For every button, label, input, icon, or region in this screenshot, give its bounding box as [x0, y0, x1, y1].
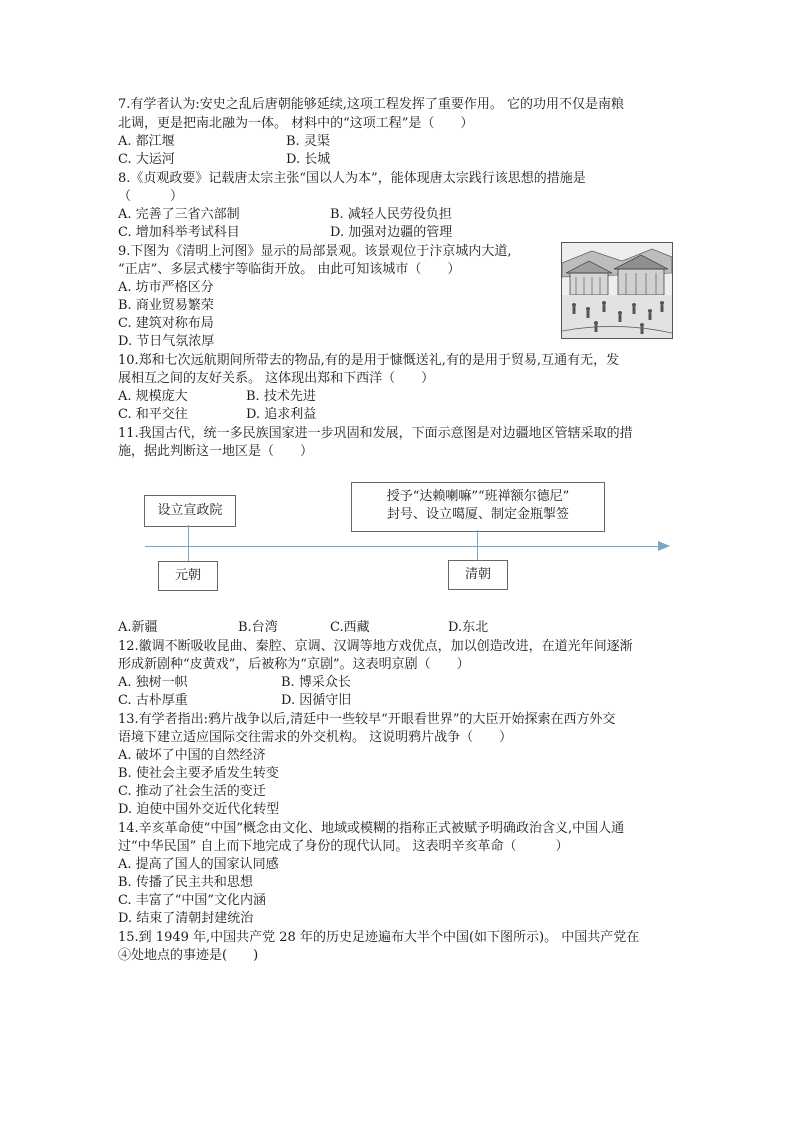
- q11-timeline-diagram: [118, 480, 678, 600]
- q7-stem-line2: 北调，更是把南北融为一体。 材料中的“这项工程”是（ ）: [118, 116, 474, 131]
- q15-stem-line2: ④处地点的事迹是( ): [118, 948, 259, 963]
- connector-yuan: [188, 525, 189, 561]
- q10-option-b: B. 技术先进: [246, 389, 316, 404]
- q11-option-c: C.西藏: [330, 620, 370, 635]
- q11-option-d: D.东北: [448, 620, 489, 635]
- q8-option-b: B. 减轻人民劳役负担: [330, 207, 452, 222]
- q13-stem-line2: 语境下建立适应国际交往需求的外交机构。 这说明鸦片战争（ ）: [118, 730, 513, 745]
- q10-option-d: D. 追求利益: [246, 407, 317, 422]
- q11-option-a: A.新疆: [118, 620, 158, 635]
- q12-stem-line1: 12.徽调不断吸收昆曲、秦腔、京调、汉调等地方戏优点，加以创造改进，在道光年间逐渐: [118, 639, 633, 654]
- box-qing-event: [351, 482, 605, 532]
- q9-option-d: D. 节日气氛浓厚: [118, 334, 215, 349]
- q8-option-a: A. 完善了三省六部制: [118, 207, 240, 222]
- qingming-painting-image: [561, 242, 673, 339]
- q8-option-c: C. 增加科举考试科目: [118, 225, 240, 240]
- q9-option-b: B. 商业贸易繁荣: [118, 298, 214, 313]
- q11-stem-line2: 施，据此判断这一地区是（ ）: [118, 444, 314, 459]
- q13-option-c: C. 推动了社会生活的变迁: [118, 784, 266, 799]
- q14-option-b: B. 传播了民主共和思想: [118, 875, 253, 890]
- q8-option-d: D. 加强对边疆的管理: [330, 225, 453, 240]
- label-yuan-dynasty: 元朝: [158, 561, 218, 591]
- timeline-arrow-icon: [658, 541, 670, 551]
- q14-stem-line2: 过“中华民国” 自上而下地完成了身份的现代认同。 这表明辛亥革命（ ）: [118, 839, 569, 854]
- box-qing-event-line2: 封号、设立噶厦、制定金瓶掣签: [386, 507, 569, 522]
- timeline-axis: [145, 546, 660, 547]
- q11-stem-line1: 11.我国古代，统一多民族国家进一步巩固和发展，下面示意图是对边疆地区管辖采取的措: [118, 426, 633, 441]
- q8-stem-line1: 8.《贞观政要》记载唐太宗主张“国以人为本”，能体现唐太宗践行该思想的措施是: [118, 171, 586, 186]
- q7-stem-line1: 7.有学者认为:安史之乱后唐朝能够延续,这项工程发挥了重要作用。 它的功用不仅是南粮: [118, 97, 625, 112]
- q14-stem-line1: 14.辛亥革命使“中国”概念由文化、地域或模糊的指称正式被赋予明确政治含义,中国人通: [118, 821, 625, 836]
- q13-option-d: D. 迫使中国外交近代化转型: [118, 802, 280, 817]
- q14-option-a: A. 提高了国人的国家认同感: [118, 857, 279, 872]
- q7-option-c: C. 大运河: [118, 152, 175, 167]
- q8-stem-line2: （ ）: [118, 189, 184, 204]
- qingming-painting-sketch: [562, 243, 672, 338]
- q14-option-d: D. 结束了清朝封建统治: [118, 911, 254, 926]
- q9-stem-line2: “正店”、多层式楼宇等临街开放。 由此可知该城市（ ）: [118, 262, 461, 277]
- q12-stem-line2: 形成新剧种“皮黄戏”，后被称为“京剧”。这表明京剧（ ）: [118, 657, 470, 672]
- q9-option-c: C. 建筑对称布局: [118, 316, 214, 331]
- q10-stem-line1: 10.郑和七次远航期间所带去的物品,有的是用于慷慨送礼,有的是用于贸易,互通有无，发: [118, 353, 620, 368]
- q11-option-b: B.台湾: [238, 620, 278, 635]
- q7-option-a: A. 都江堰: [118, 134, 175, 149]
- q14-option-c: C. 丰富了“中国”文化内涵: [118, 893, 267, 908]
- q12-option-a: A. 独树一帜: [118, 675, 188, 690]
- q10-stem-line2: 展相互之间的友好关系。 这体现出郑和下西洋（ ）: [118, 371, 435, 386]
- box-qing-event-line1: 授予“达赖喇嘛”“班禅额尔德尼”: [386, 489, 570, 504]
- q12-option-d: D. 因循守旧: [281, 693, 352, 708]
- q13-option-a: A. 破坏了中国的自然经济: [118, 748, 266, 763]
- q15-stem-line1: 15.到 1949 年,中国共产党 28 年的历史足迹遍布大半个中国(如下图所示)。 中国共产党在: [118, 930, 640, 945]
- q9-stem-line1: 9.下图为《清明上河图》显示的局部景观。该景观位于汴京城内大道,: [118, 244, 512, 259]
- label-qing-dynasty: 清朝: [448, 560, 508, 590]
- q7-option-b: B. 灵渠: [286, 134, 330, 149]
- q9-option-a: A. 坊市严格区分: [118, 280, 214, 295]
- q12-option-b: B. 博采众长: [281, 675, 351, 690]
- q10-option-a: A. 规模庞大: [118, 389, 188, 404]
- box-yuan-event: 设立宣政院: [144, 495, 236, 527]
- q12-option-c: C. 古朴厚重: [118, 693, 188, 708]
- q13-stem-line1: 13.有学者指出:鸦片战争以后,清廷中一些较早“开眼看世界”的大臣开始探索在西方外交: [118, 712, 616, 727]
- q10-option-c: C. 和平交往: [118, 407, 188, 422]
- q7-option-d: D. 长城: [286, 152, 331, 167]
- q13-option-b: B. 使社会主要矛盾发生转变: [118, 766, 279, 781]
